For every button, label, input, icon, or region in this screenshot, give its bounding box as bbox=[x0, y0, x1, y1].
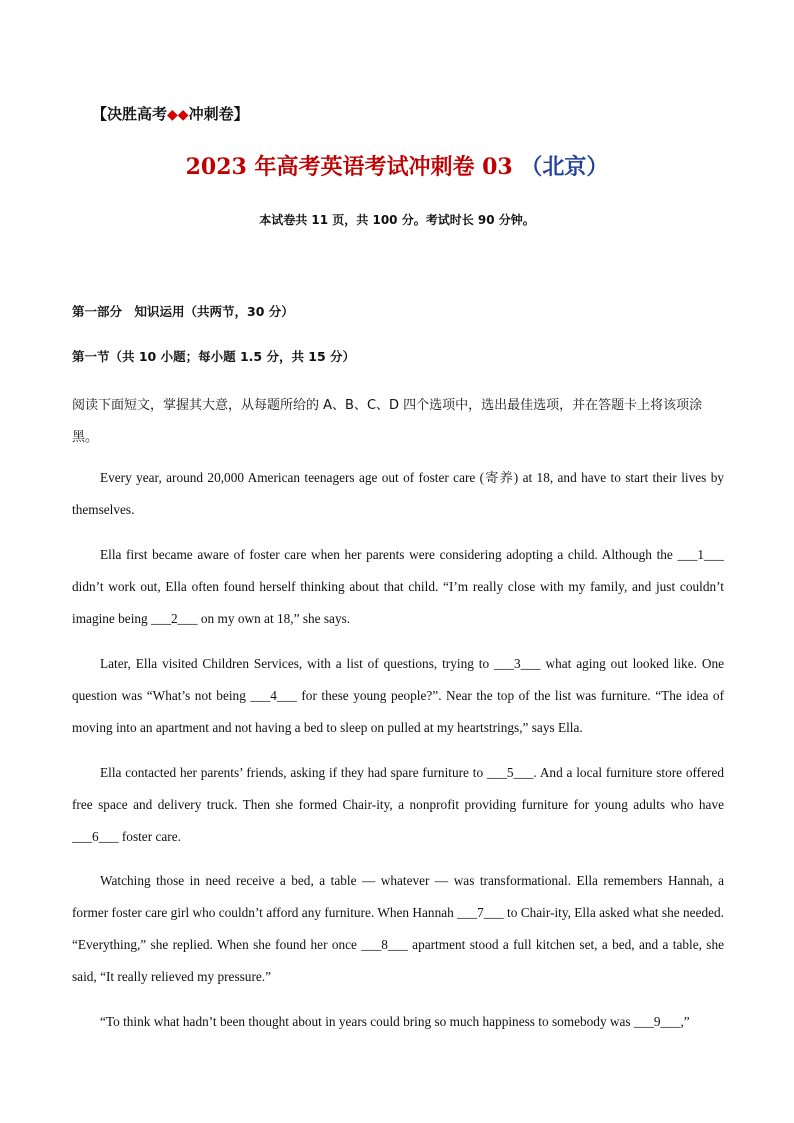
exam-info: 本试卷共 11 页，共 100 分。考试时长 90 分钟。 bbox=[259, 213, 535, 227]
passage-paragraph-4: Ella contacted her parents’ friends, asking if they had spare furniture to ___5___. And a local furniture store offered free space and delivery truck. Then she formed Chair-ity, a nonprofit providing furniture for young adults who have ___6___ foster care. bbox=[72, 765, 724, 844]
passage-paragraph-3: Later, Ella visited Children Services, with a list of questions, trying to ___3___ what aging out looked like. One question was “What’s not being ___4___ for these young people?”. Near the top of the list was furniture. “The idea of moving into an apartment and not having a bed to sleep on pulled at my heartstrings,” says Ella. bbox=[72, 656, 724, 735]
diamond-icon: ◆◆ bbox=[167, 107, 189, 123]
title-main: 2023 年高考英语考试冲刺卷 03 bbox=[185, 154, 521, 180]
passage-paragraph-5: Watching those in need receive a bed, a table — whatever — was transformational. Ella remembers Hannah, a former foster care girl who couldn’t afford any furniture. When Hannah ___7___ to Chair-ity, Ella asked what she needed. “Everything,” she replied. When she found her once ___8___ apartment stood a full kitchen set, a bed, and a table, she said, “It really relieved my pressure.” bbox=[72, 873, 724, 984]
title-region: （北京） bbox=[520, 154, 609, 180]
passage-paragraph-2: Ella first became aware of foster care when her parents were considering adopting a child. Although the ___1___ didn’t work out, Ella often found herself thinking about that child. “I’m really close with my family, and just couldn’t imagine being ___2___ on my own at 18,” she says. bbox=[72, 547, 724, 626]
series-suffix: 冲刺卷】 bbox=[188, 105, 249, 123]
page-title bbox=[0, 150, 794, 181]
passage-paragraph-6: “To think what hadn’t been thought about in years could bring so much happiness to somebody was ___9___,” bbox=[100, 1014, 690, 1029]
series-label bbox=[92, 103, 249, 124]
passage-paragraph-1: Every year, around 20,000 American teenagers age out of foster care (寄养) at 18, and have to start their lives by themselves. bbox=[72, 470, 724, 517]
part-heading: 第一部分 知识运用（共两节，30 分） bbox=[72, 304, 294, 319]
instructions: 阅读下面短文，掌握其大意，从每题所给的 A、B、C、D 四个选项中，选出最佳选项，并在答题卡上将该项涂黑。 bbox=[72, 398, 703, 445]
series-prefix: 【决胜高考 bbox=[92, 105, 168, 123]
section-heading: 第一节（共 10 小题；每小题 1.5 分，共 15 分） bbox=[72, 349, 356, 364]
